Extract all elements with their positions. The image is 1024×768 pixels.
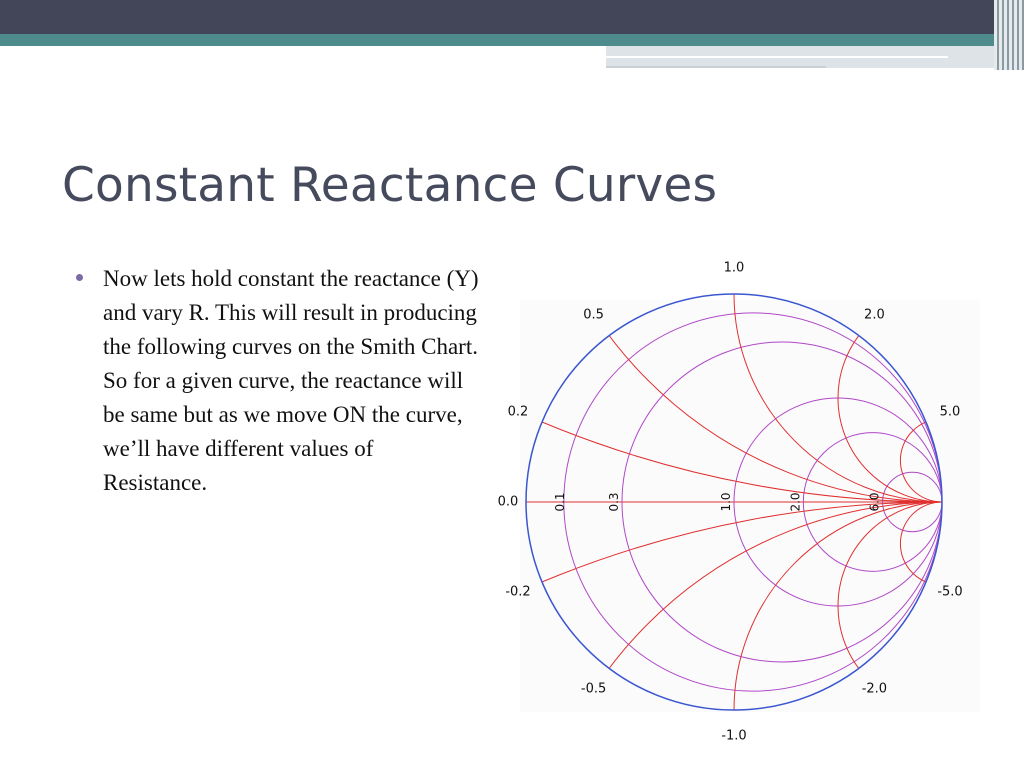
resistance-label-6.0: 6.0 <box>867 492 882 512</box>
reactance-arc-1 <box>734 86 1024 502</box>
header-dark-band <box>0 0 1024 34</box>
bullet-dot-icon <box>76 274 83 281</box>
reactance-label--1.0: -1.0 <box>721 728 747 744</box>
bullet-text: Now lets hold constant the reactance (Y) and vary R. This will result in producing the following curves on the Smith Chart. So for a given curve, the reactance will be same but as we move ON the curve, we’ll have different values of Resistance. <box>103 266 479 495</box>
reactance-label--5.0: -5.0 <box>937 584 963 600</box>
reactance-label--2.0: -2.0 <box>861 681 888 697</box>
reactance-label-0.2: 0.2 <box>507 404 529 420</box>
header-white-line <box>606 56 948 58</box>
reactance-label-0.0: 0.0 <box>497 494 519 510</box>
reactance-arc-neg-2 <box>838 502 1024 710</box>
reactance-arc-neg-1 <box>734 502 1024 768</box>
reactance-label-5.0: 5.0 <box>939 404 961 420</box>
header-thin-line <box>606 66 826 68</box>
reactance-label-2.0: 2.0 <box>864 307 885 323</box>
resistance-label-0.3: 0.3 <box>607 492 621 512</box>
reactance-arc-0.5 <box>526 0 1024 502</box>
reactance-arc-2 <box>838 294 1024 502</box>
reactance-label-0.5: 0.5 <box>583 307 604 323</box>
reactance-label-1.0: 1.0 <box>723 260 745 276</box>
resistance-label-2.0: 2.0 <box>788 492 803 512</box>
resistance-label-0.1: 0.1 <box>552 492 567 512</box>
smith-chart-svg <box>497 260 980 744</box>
reactance-label--0.2: -0.2 <box>505 584 531 600</box>
header-teal-band <box>0 34 1024 46</box>
resistance-label-1.0: 1.0 <box>719 492 733 512</box>
header-right-stripes <box>994 0 1024 70</box>
reactance-label--0.5: -0.5 <box>580 681 607 697</box>
slide-title: Constant Reactance Curves <box>62 158 718 213</box>
reactance-arc-neg-0.5 <box>526 502 1024 768</box>
smith-chart <box>497 260 980 744</box>
